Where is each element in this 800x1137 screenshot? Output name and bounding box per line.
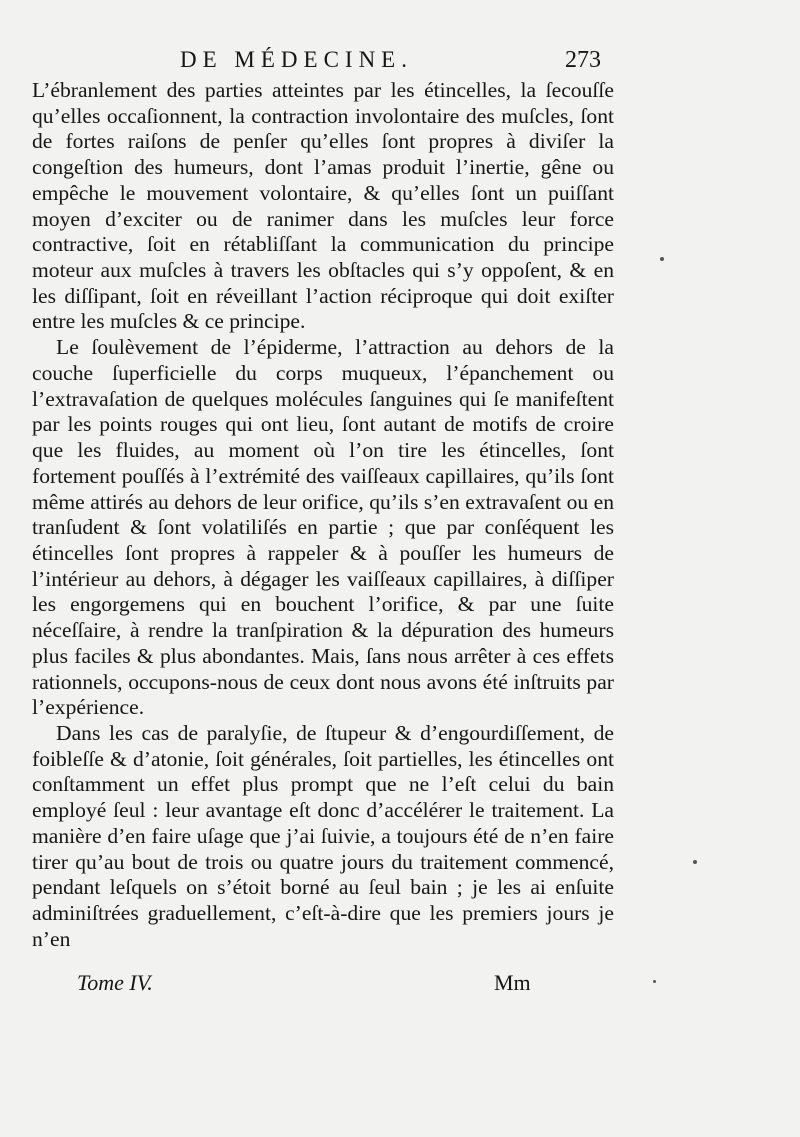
running-head: DE MÉDECINE. (180, 47, 413, 72)
body-text (32, 78, 614, 952)
paragraph-1: L’ébranlement des parties atteintes par les étincelles, la ſecouſſe qu’elles occaſionnent, la contraction involontaire des muſcles, ſont de fortes raiſons de penſer qu’elles ſont propres à diviſer la congeſtion des humeurs, dont l’amas produit l’inertie, gêne ou empêche le mouvement volontaire, & qu’elles ſont un puiſſant moyen d’exciter ou de ranimer dans les muſcles leur force contractive, ſoit en rétabliſſant la communication du principe moteur aux muſcles à travers les obſtacles qui s’y oppoſent, & en les diſſipant, ſoit en réveillant l’action réciproque qui doit exiſter entre les muſcles & ce principe. (32, 78, 614, 334)
page-number: 273 (565, 47, 601, 73)
signature-mark: Mm (494, 970, 531, 995)
ink-speck (660, 257, 664, 261)
paragraph-3: Dans les cas de paralyſie, de ſtupeur & d’engourdiſſement, de foibleſſe & d’atonie, ſoit générales, ſoit partielles, les étincelles ont conſtamment un effet plus prompt que ne l’eſt celui du bain employé ſeul : leur avantage eſt donc d’accélérer le traitement. La manière d’en faire uſage que j’ai ſuivie, a toujours été de n’en faire tirer qu’au bout de trois ou quatre jours du traitement commencé, pendant leſquels on s’étoit borné au ſeul bain ; je les ai enſuite adminiſtrées graduellement, c’eſt-à-dire que les premiers jours je n’en (32, 720, 614, 951)
ink-speck (653, 980, 656, 983)
paragraph-2: Le ſoulèvement de l’épiderme, l’attraction au dehors de la couche ſuperficielle du corps muqueux, l’épanchement ou l’extravaſation de quelques molécules ſanguines qui ſe manifeſtent par les points rouges qui ont lieu, ſont autant de motifs de croire que les fluides, au moment où l’on tire les étincelles, ſont fortement pouſſés à l’extrémité des vaiſſeaux capillaires, qu’ils ſont même attirés au dehors de leur orifice, qu’ils s’en extravaſent ou en tranſudent & ſont volatiliſés en partie ; que par conſéquent les étincelles ſont propres à rappeler & à pouſſer les humeurs de l’intérieur au dehors, à dégager les vaiſſeaux capillaires, à diſſiper les engorgemens qui en bouchent l’orifice, & par une ſuite néceſſaire, à rendre la tranſpiration & la dépuration des humeurs plus faciles & plus abondantes. Mais, ſans nous arrêter à ces effets rationnels, occupons-nous de ceux dont nous avons été inſtruits par l’expérience. (32, 335, 614, 720)
ink-speck (693, 860, 697, 864)
volume-label: Tome IV. (77, 970, 153, 995)
